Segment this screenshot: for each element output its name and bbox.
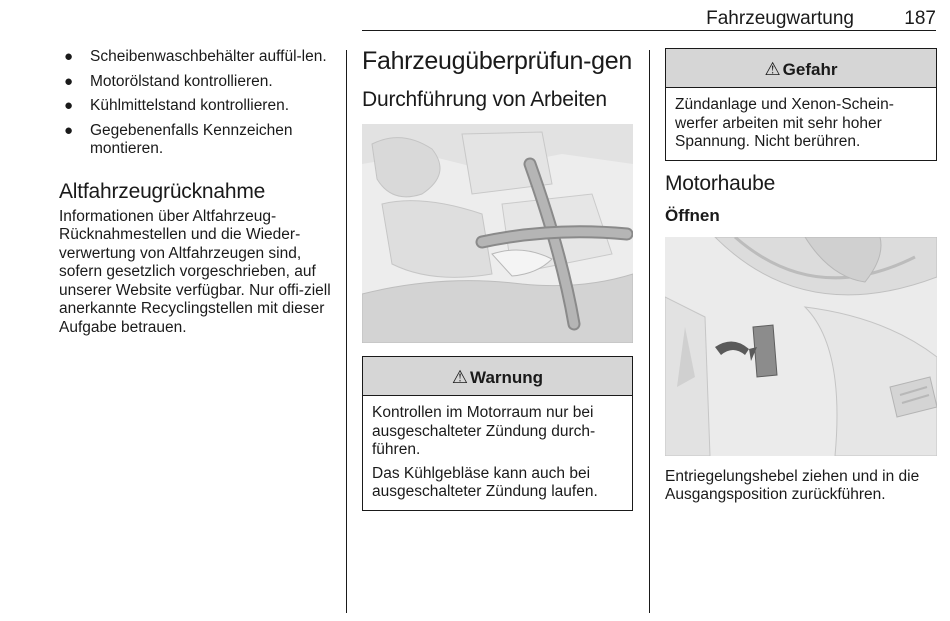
engine-bay-illustration	[362, 124, 633, 343]
danger-text: Zündanlage und Xenon-Schein-werfer arbeiten mit sehr hoher Spannung. Nicht berühren.	[675, 96, 894, 150]
section-title: Fahrzeugwartung	[706, 8, 854, 29]
column-divider	[649, 50, 650, 613]
page-number: 187	[904, 8, 936, 29]
section-heading: Durchführung von Arbeiten	[362, 88, 607, 111]
section-heading: Motorhaube	[665, 171, 776, 195]
column-middle	[362, 48, 633, 511]
column-right	[665, 48, 937, 505]
bullet-icon: ●	[64, 121, 74, 139]
hood-release-illustration	[665, 237, 937, 456]
bullet-icon: ●	[64, 72, 74, 90]
page-header	[362, 6, 936, 31]
warning-text: Kontrollen im Motorraum nur bei ausgeschalteter Zündung durch-führen.	[372, 404, 596, 458]
warning-triangle-icon: ⚠	[451, 367, 469, 387]
warning-triangle-icon: ⚠	[764, 59, 781, 79]
column-divider	[346, 50, 347, 613]
warning-text: Das Kühlgebläse kann auch bei ausgeschalteter Zündung laufen.	[372, 464, 598, 500]
bullet-list	[59, 48, 334, 159]
list-item: ● Kühlmittelstand kontrollieren.	[64, 97, 290, 114]
warning-header	[363, 357, 632, 396]
illustration-caption: Entriegelungshebel ziehen und in die Ausgangsposition zurückführen.	[665, 467, 920, 503]
chapter-title: Fahrzeugüberprüfun-gen	[362, 47, 632, 75]
danger-label: Gefahr	[782, 60, 838, 79]
bullet-icon: ●	[64, 48, 74, 65]
body-paragraph: Informationen über Altfahrzeug-Rücknahmestellen und die Wieder-verwertung von Altfahrzeugen sind, sofern gesetzlich vorgeschrieben, auf unserer Website verfügbar. Nur offi-ziell anerkannte Recyclingstellen mit dieser Aufgabe betrauen.	[59, 207, 331, 336]
section-heading: Altfahrzeugrücknahme	[59, 179, 266, 203]
danger-box	[665, 48, 937, 161]
list-item: ● Gegebenenfalls Kennzeichen montieren.	[64, 121, 293, 157]
danger-header	[666, 49, 936, 88]
warning-label: Warnung	[470, 368, 544, 387]
list-item: ● Motorölstand kontrollieren.	[64, 72, 273, 90]
list-item: ● Scheibenwaschbehälter auffül-len.	[64, 48, 327, 65]
sub-heading: Öffnen	[665, 205, 720, 225]
bullet-icon: ●	[64, 97, 74, 114]
column-left	[59, 48, 334, 337]
warning-box	[362, 356, 633, 511]
